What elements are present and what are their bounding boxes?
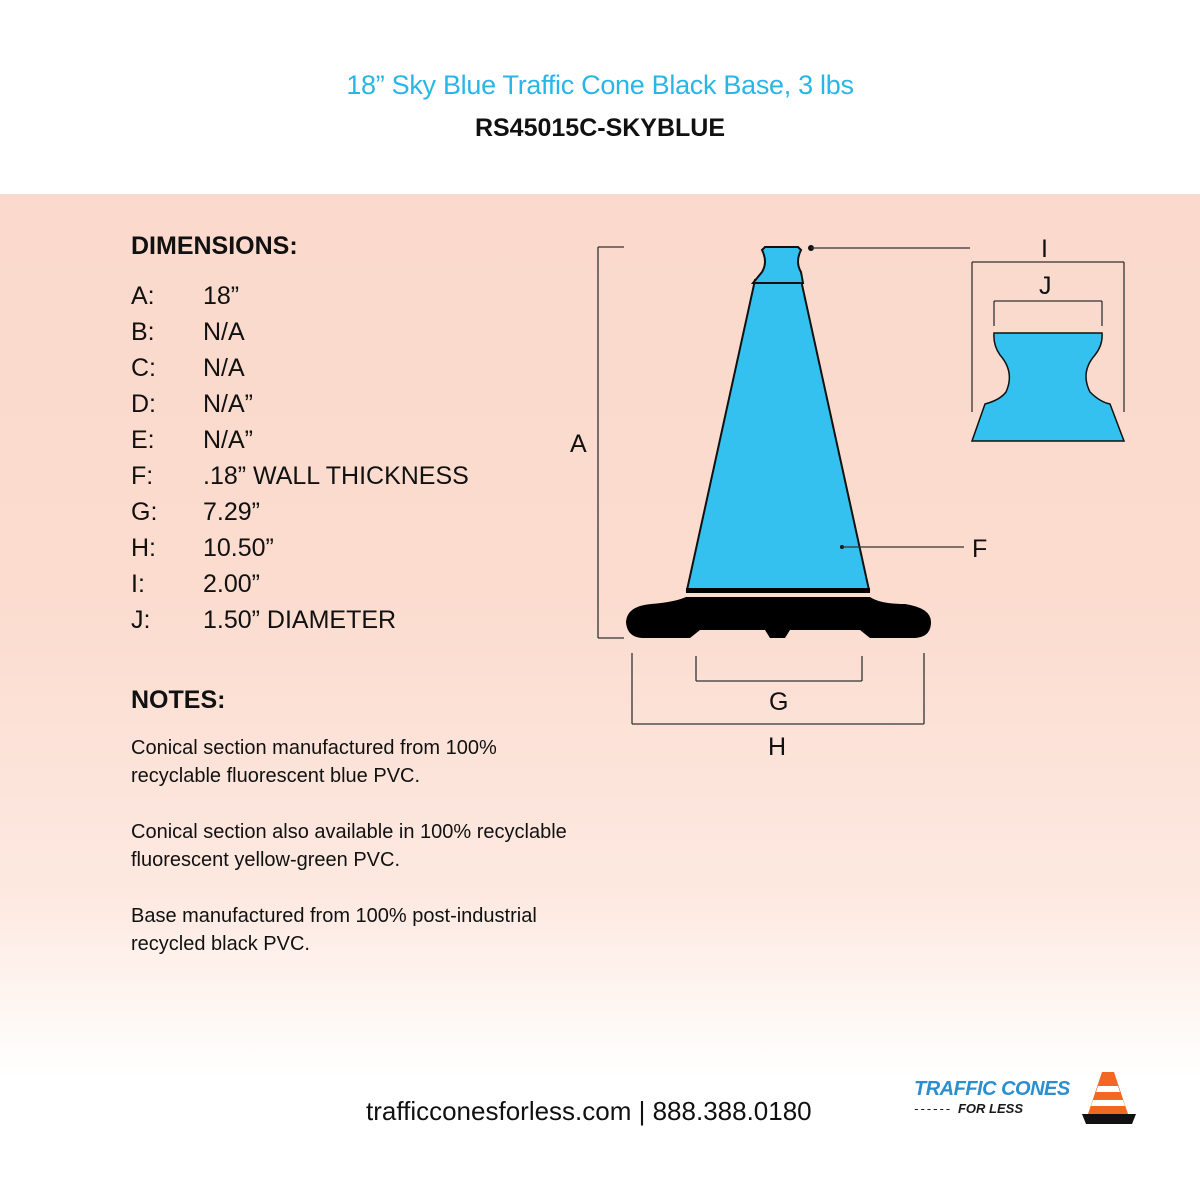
dimension-value: 7.29” — [203, 498, 260, 526]
dimension-row-f — [131, 460, 469, 496]
logo-line1: TRAFFIC CONES — [914, 1078, 1070, 1100]
footer-contact: trafficconesforless.com | 888.388.0180 — [366, 1096, 812, 1126]
logo-dashes: ------ — [914, 1101, 952, 1116]
dimension-line-a — [598, 247, 624, 638]
cone-dimension-diagram — [560, 220, 1180, 780]
label-g: G — [769, 688, 789, 716]
label-h: H — [768, 733, 787, 761]
notes-list — [131, 734, 581, 986]
label-a: A — [570, 430, 587, 458]
logo-line2-text: FOR LESS — [957, 1101, 1023, 1116]
dimension-value: 18” — [203, 282, 240, 310]
dimension-key: G: — [131, 498, 158, 526]
traffic-cone-icon — [1080, 1068, 1140, 1128]
dimension-value: 2.00” — [203, 570, 260, 598]
dimension-value: N/A” — [203, 426, 253, 454]
dimension-key: H: — [131, 534, 156, 562]
cone-body — [687, 280, 869, 590]
dimension-row-h — [131, 532, 469, 568]
dimension-value: N/A — [203, 354, 245, 382]
label-i: I — [1041, 235, 1048, 263]
dimensions-list — [131, 280, 469, 640]
collar-detail-shape — [972, 333, 1124, 441]
dimension-row-b — [131, 316, 469, 352]
notes-heading: NOTES: — [131, 686, 226, 714]
dimension-value: .18” WALL THICKNESS — [203, 462, 469, 490]
header — [0, 0, 1200, 194]
dimension-row-i — [131, 568, 469, 604]
cone-base — [626, 597, 931, 638]
label-j: J — [1039, 272, 1052, 300]
dimension-key: J: — [131, 606, 151, 634]
dimension-row-e — [131, 424, 469, 460]
note-item: Base manufactured from 100% post-industrial recycled black PVC. — [131, 905, 537, 955]
dimension-row-g — [131, 496, 469, 532]
dimension-key: B: — [131, 318, 155, 346]
dimension-value: N/A — [203, 318, 245, 346]
dimension-row-d — [131, 388, 469, 424]
dimension-row-c — [131, 352, 469, 388]
cone-stripe — [686, 588, 870, 593]
dimension-key: A: — [131, 282, 155, 310]
label-f: F — [972, 535, 988, 563]
dimension-row-j — [131, 604, 469, 640]
dimensions-heading: DIMENSIONS: — [131, 232, 298, 260]
dimension-value: 1.50” DIAMETER — [203, 606, 397, 634]
note-item: Conical section manufactured from 100% recyclable fluorescent blue PVC. — [131, 737, 497, 787]
dimension-key: C: — [131, 354, 156, 382]
dimension-key: D: — [131, 390, 156, 418]
leader-i — [808, 245, 970, 251]
dimension-key: E: — [131, 426, 155, 454]
product-sku: RS45015C-SKYBLUE — [474, 114, 726, 142]
dimension-value: 10.50” — [203, 534, 274, 562]
dimension-key: I: — [131, 570, 145, 598]
dimension-row-a — [131, 280, 469, 316]
brand-logo — [912, 1066, 1142, 1136]
dimension-key: F: — [131, 462, 154, 490]
product-title: 18” Sky Blue Traffic Cone Black Base, 3 lbs — [346, 70, 854, 100]
dimension-line-g — [696, 656, 862, 681]
dimension-value: N/A” — [203, 390, 253, 418]
cone-collar — [753, 247, 803, 283]
note-item: Conical section also available in 100% recyclable fluorescent yellow-green PVC. — [131, 821, 567, 871]
logo-line2 — [914, 1101, 1023, 1116]
